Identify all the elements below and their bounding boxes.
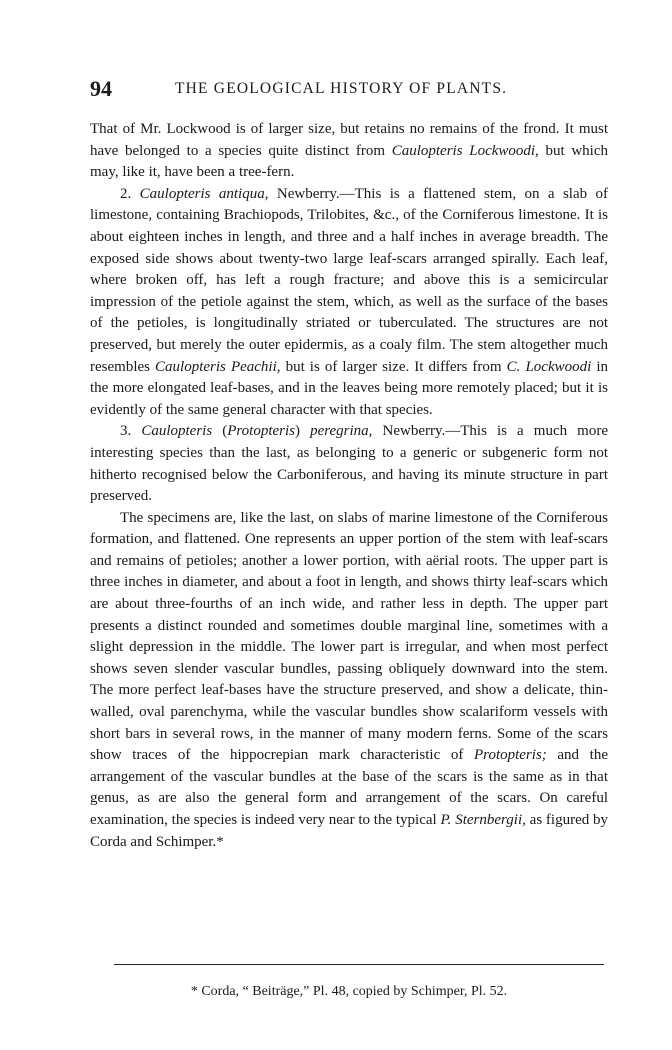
text-run: in the more elongated leaf-bases, and in the leaves being more remotely placed; but it is evidently of the same general character with that species. [90,358,609,418]
text-run: but which may, like it, have been a tree-fern. [90,142,608,181]
text-run: Newberry.—This is a flattened stem, on a slab of limestone, containing Brachiopods, Trilobites, &c., of the Corniferous limestone. It is about eighteen inches in length, and three and a half inches in average breadth. The exposed side shows about twenty-two large leaf-scars arranged spirally. Each leaf, where broken off, has left a rough fracture; and above this is a semicircular impression of the petiole against the stem, which, as well as the surface of the bases of the petioles, is longitudinally striated or tuberculated. The structures are not preserved, but merely the outer epidermis, as a coaly film. The stem altogether much resembles [90,185,608,375]
text-run: 3. [120,423,142,440]
text-run: and the arrangement of the vascular bundles at the base of the scars is the same as in that genus, as are also the general form and arrangement of the scars. On careful examination, the species is indeed very near to the typical [90,747,609,828]
italic-run: Caulopteris [141,423,213,440]
paragraph [90,508,608,854]
italic-run: Caulopteris Peachii, [155,358,281,375]
body-text [90,119,608,853]
text-run: ) [295,423,311,440]
paragraph [90,119,608,184]
text-run: Newberry.—This is a much more interesting species than the last, as belonging to a generic or subgeneric form not hitherto recognised below the Carboniferous, and having its minute structure in part preserved. [90,423,608,505]
text-run: as figured by Corda and Schimper.* [90,812,608,850]
italic-run: P. Sternbergii, [440,812,526,828]
footnote-rule [114,964,604,965]
paragraph [90,421,608,507]
paragraph [90,184,608,422]
italic-run: Caulopteris Lockwoodi, [391,142,539,159]
italic-run: Protopteris; [474,747,547,764]
text-run: ( [212,423,228,440]
text-run: 2. [120,185,140,202]
text-run: The specimens are, like the last, on slabs of marine limestone of the Corniferous formation, and flattened. One represents an upper portion of the stem with leaf-scars and remains of petioles; another a lower portion, with aërial roots. The upper part is three inches in diameter, and about a foot in length, and shows thirty leaf-scars which are about three-fourths of an inch wide, and rather less in depth. The upper part presents a distinct rounded and sometimes double marginal line, sometimes with a slight depression in the middle. The lower part is irregular, and when most perfect shows seven slender vascular bundles, passing obliquely downward into the stem. The more perfect leaf-bases have the structure preserved, and show a delicate, thin-walled, oval parenchyma, while the vascular bundles show scalariform vessels with short bars in several rows, in the manner of many modern ferns. Some of the scars show traces of the hippocrepian mark characteristic of [90,509,608,764]
page-number: 94 [90,76,112,101]
text-run: That of Mr. Lockwood is of larger size, but retains no remains of the frond. It must have belonged to a species quite distinct from [90,121,608,159]
running-title: THE GEOLOGICAL HISTORY OF PLANTS. [175,80,508,97]
italic-run: Protopteris [227,423,296,440]
footnote: * Corda, “ Beiträge,” Pl. 48, copied by Schimper, Pl. 52. [190,984,508,999]
text-run: but is of larger size. It differs from [280,358,507,375]
italic-run: peregrina, [310,423,373,440]
page-header [90,76,605,104]
italic-run: Caulopteris antiqua, [139,185,269,202]
italic-run: C. Lockwoodi [506,358,592,375]
